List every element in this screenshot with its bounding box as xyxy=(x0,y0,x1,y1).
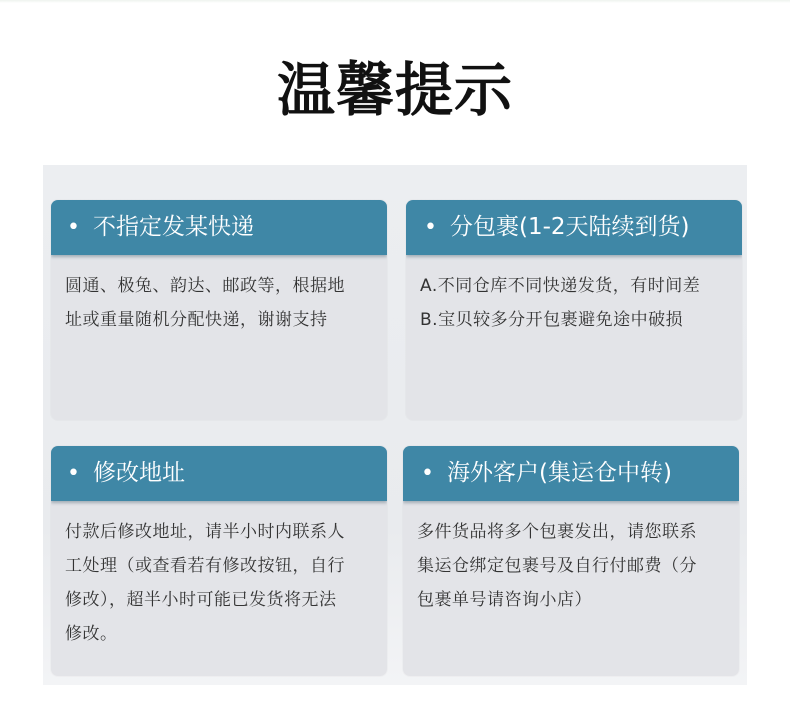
card-header xyxy=(406,200,742,255)
card-header xyxy=(403,446,739,501)
card-text-line: 修改。 xyxy=(65,624,118,644)
notice-card-overseas xyxy=(403,446,739,676)
card-heading: 分包裹(1-2天陆续到货) xyxy=(450,214,690,240)
card-text-line: 址或重量随机分配快递，谢谢支持 xyxy=(65,310,328,330)
bullet-icon: • xyxy=(424,215,437,240)
bullet-icon: • xyxy=(67,215,80,240)
card-text-line: 包裹单号请咨询小店） xyxy=(417,590,592,610)
card-text-line: 集运仓绑定包裹号及自行付邮费（分 xyxy=(417,556,697,576)
top-divider xyxy=(0,0,790,3)
card-body xyxy=(51,255,387,337)
notice-card-split-package xyxy=(406,200,742,420)
card-text-line: 修改），超半小时可能已发货将无法 xyxy=(65,590,337,610)
notice-card-courier xyxy=(51,200,387,420)
card-header xyxy=(51,446,387,501)
card-body xyxy=(51,501,387,651)
bullet-icon: • xyxy=(421,461,434,486)
card-body xyxy=(403,501,739,617)
card-body xyxy=(406,255,742,337)
card-heading: 不指定发某快递 xyxy=(93,214,254,240)
card-text-line: 多件货品将多个包裹发出，请您联系 xyxy=(417,522,697,542)
page-title: 温馨提示 xyxy=(276,56,513,124)
card-text-line: 工处理（或查看若有修改按钮，自行 xyxy=(65,556,345,576)
card-heading: 修改地址 xyxy=(93,460,185,486)
card-text-line: 圆通、极兔、韵达、邮政等，根据地 xyxy=(65,276,345,296)
bullet-icon: • xyxy=(67,461,80,486)
card-text-line: A.不同仓库不同快递发货，有时间差 xyxy=(420,276,701,296)
notice-card-change-address xyxy=(51,446,387,676)
card-heading: 海外客户(集运仓中转) xyxy=(447,460,672,486)
card-text-line: B.宝贝较多分开包裹避免途中破损 xyxy=(420,310,684,330)
card-header xyxy=(51,200,387,255)
card-text-line: 付款后修改地址，请半小时内联系人 xyxy=(65,522,345,542)
